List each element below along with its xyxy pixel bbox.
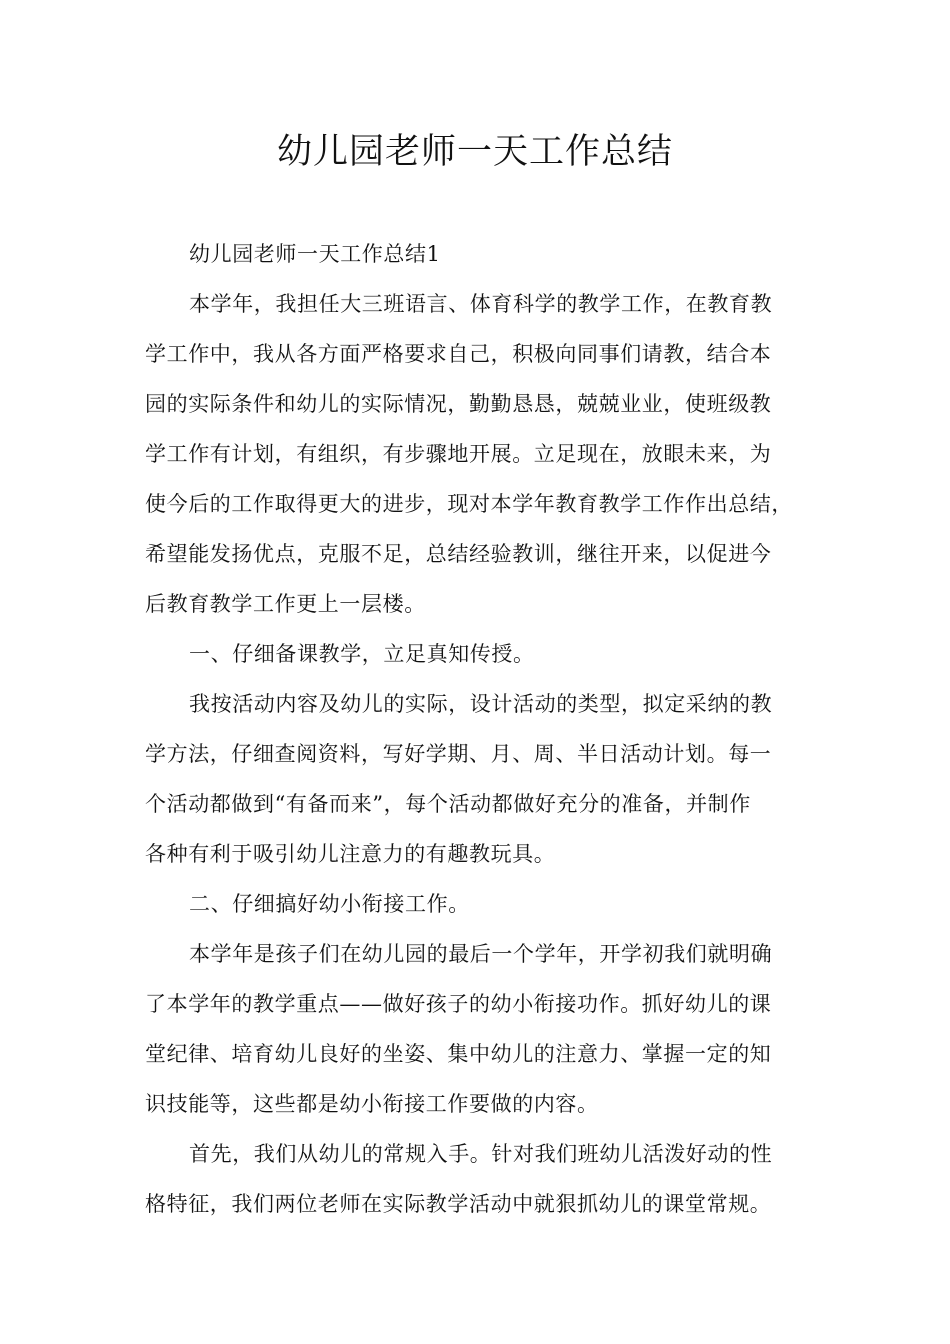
paragraph: 首先，我们从幼儿的常规入手。针对我们班幼儿活泼好动的性 格特征，我们两位老师在实际教学活动中就狠抓幼儿的课堂常规。 <box>145 1142 773 1216</box>
paragraph: 本学年，我担任大三班语言、体育科学的教学工作，在教育教 学工作中，我从各方面严格要求自己，积极向同事们请教，结合本 园的实际条件和幼儿的实际情况，勤勤恳恳，兢兢业业，使班级教 学工作有计划，有组织，有步骤地开展。立足现在，放眼未来，为 使今后的工作取得更大的进步，现对本学年教育教学工作作出总结， 希望能发扬优点，克服不足，总结经验教训，继往开来，以促进今 后教育教学工作更上一层楼。 <box>145 292 793 616</box>
document-body <box>145 229 815 1229</box>
section-heading: 二、仔细搞好幼小衔接工作。 <box>189 892 470 916</box>
section-heading: 一、仔细备课教学，立足真知传授。 <box>189 642 535 666</box>
section-heading: 幼儿园老师一天工作总结1 <box>189 242 441 266</box>
document-title: 幼儿园老师一天工作总结 <box>276 132 673 172</box>
paragraph: 本学年是孩子们在幼儿园的最后一个学年，开学初我们就明确 了本学年的教学重点——做好孩子的幼小衔接功作。抓好幼儿的课 堂纪律、培育幼儿良好的坐姿、集中幼儿的注意力、掌握一定的知 识技能等，这些都是幼小衔接工作要做的内容。 <box>145 942 773 1116</box>
paragraph: 我按活动内容及幼儿的实际，设计活动的类型，拟定采纳的教 学方法，仔细查阅资料，写好学期、月、周、半日活动计划。每一 个活动都做到“有备而来”，每个活动都做好充分的准备，并制作 各种有利于吸引幼儿注意力的有趣教玩具。 <box>145 692 773 866</box>
